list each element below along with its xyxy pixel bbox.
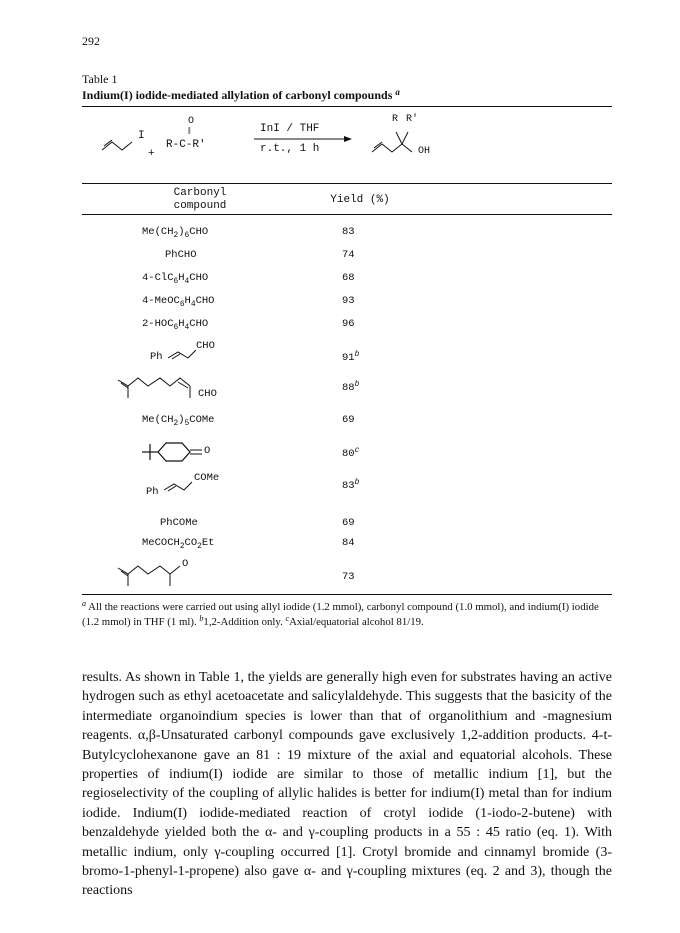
compound-row-13: [116, 556, 236, 590]
yield-row-7: [342, 382, 359, 394]
reagent-label: InI / THF: [260, 123, 320, 135]
product-R: R: [392, 114, 399, 125]
carbonyl-oxygen: O: [188, 116, 195, 127]
yield-row-12: 84: [342, 537, 355, 549]
yield-row-11: 69: [342, 517, 355, 529]
col-header-carbonyl: [130, 187, 270, 213]
row-6-ph-label: Ph: [150, 351, 163, 363]
yield-row-6: [342, 352, 359, 364]
table-footnote: [82, 600, 612, 630]
compound-row-4: $4-MeOC_6H_4CHO$: [142, 295, 215, 309]
conditions-label: r.t., 1 h: [260, 143, 320, 155]
yield-row-9-value: 80: [342, 448, 355, 460]
row-7-group-label: CHO: [198, 388, 217, 400]
compound-row-10: [146, 472, 266, 502]
yield-row-7-value: 88: [342, 382, 355, 394]
footnote-text-a: All the reactions were carried out using allyl iodide (1.2 mmol), carbonyl compound (1.0 mmol), and indium(I) iodide (1.2 mmol) in THF (1 ml).: [82, 601, 599, 628]
row-6-chain: [166, 344, 196, 364]
allyl-iodide-skeleton: [102, 142, 132, 150]
row-6-group-label: CHO: [196, 340, 215, 352]
product-bond-R: [396, 132, 402, 144]
product-bond-Rprime: [402, 132, 408, 144]
yield-row-6-value: 91: [342, 352, 355, 364]
row-13-group-label: O: [182, 558, 189, 570]
table-title-text: Indium(I) iodide-mediated allylation of carbonyl compounds: [82, 88, 393, 102]
carbonyl-formula: R-C-R': [166, 139, 206, 151]
yield-row-10-mark: b: [354, 478, 360, 487]
header-top-rule: [82, 183, 612, 184]
yield-row-13: 73: [342, 571, 355, 583]
compound-row-1: $Me(CH_2)_6CHO$: [142, 226, 209, 240]
row-10-ph-label: Ph: [146, 486, 159, 498]
compound-row-12: $MeCOCH_2CO_2Et$: [142, 537, 215, 551]
row-9-group-label: O: [204, 445, 211, 457]
product-R-prime: R': [406, 114, 419, 125]
row-10-chain: [162, 476, 194, 496]
body-paragraph: results. As shown in Table 1, the yields are generally high even for substrates having an active hydrogen such as ethyl acetoacetate and salicylaldehyde. This suggests that the basicity of the intermediate organoindium species is lower than that of organolithium and -magnesium reagents. α,β-Unsaturated carbonyl compounds gave exclusively 1,2-addition products. 4-t-Butylcyclohexanone gave an 81 : 19 mixture of the axial and equatorial alcohols. These properties of indium(I) iodide are similar to those of metallic indium [1], but the regioselectivity of the coupling of allylic halides is better for indium(I) metal than for indium iodide. Indium(I) iodide-mediated reaction of crotyl iodide (1-iodo-2-butene) with benzaldehyde yielded both the α- and γ-coupling products in a 55 : 45 ratio (eq. 1). With metallic indium, only γ-coupling occurred [1]. Crotyl bromide and cinnamyl bromide (3-bromo-1-phenyl-1-propene) also gave α- and γ-coupling mixtures (eq. 2 and 3), though the reactions: [82, 670, 612, 899]
compound-row-8: $Me(CH_2)_5COMe$: [142, 414, 215, 428]
col-header-carbonyl-line2: compound: [173, 200, 227, 212]
col-header-carbonyl-line1: Carbonyl: [173, 187, 227, 199]
reaction-scheme-drawing: [82, 112, 612, 172]
yield-row-9: [342, 448, 359, 460]
compound-row-3: $4-ClC_6H_4CHO$: [142, 272, 209, 286]
yield-row-4: 93: [342, 295, 355, 307]
yield-row-10: [342, 480, 359, 492]
compound-row-7: [116, 370, 256, 406]
yield-row-2: 74: [342, 249, 355, 261]
yield-row-6-mark: b: [354, 350, 360, 359]
yield-row-9-mark: c: [354, 446, 360, 455]
yield-row-1: 83: [342, 226, 355, 238]
table-bottom-rule: [82, 594, 612, 595]
allyl-iodide-atom: I: [138, 130, 145, 142]
yield-row-8: 69: [342, 414, 355, 426]
yield-row-10-value: 83: [342, 480, 355, 492]
yield-row-7-mark: b: [354, 380, 360, 389]
compound-row-5: $2-HOC_6H_4CHO$: [142, 318, 209, 332]
row-9-skeleton: [140, 438, 230, 466]
scheme-plus: +: [148, 148, 155, 160]
carbonyl-double-bond: ‖: [188, 126, 191, 137]
table-title-footnote-mark: a: [395, 87, 400, 97]
row-10-group-label: COMe: [194, 472, 220, 484]
footnote-mark-c: c: [285, 614, 290, 623]
footnote-text-c: Axial/equatorial alcohol 81/19.: [289, 616, 424, 628]
compound-row-6: [150, 340, 260, 370]
table-title: [82, 88, 400, 103]
yield-row-5: 96: [342, 318, 355, 330]
compound-row-9: [140, 438, 260, 466]
table-top-rule: [82, 106, 612, 107]
header-bottom-rule: [82, 214, 612, 215]
compound-row-2: PhCHO: [165, 249, 197, 261]
row-13-skeleton: [116, 556, 206, 590]
col-header-yield: Yield (%): [330, 194, 390, 206]
footnote-text-b: 1,2-Addition only.: [203, 616, 283, 628]
product-OH: OH: [418, 146, 431, 157]
footnote-mark-b: b: [199, 614, 204, 623]
page-number: 292: [82, 34, 100, 48]
footnote-mark-a: a: [82, 599, 87, 608]
reaction-arrow-head: [344, 136, 352, 142]
yield-row-3: 68: [342, 272, 355, 284]
reaction-scheme: [82, 112, 612, 172]
table-label: Table 1: [82, 72, 118, 86]
compound-row-11: PhCOMe: [160, 517, 198, 529]
